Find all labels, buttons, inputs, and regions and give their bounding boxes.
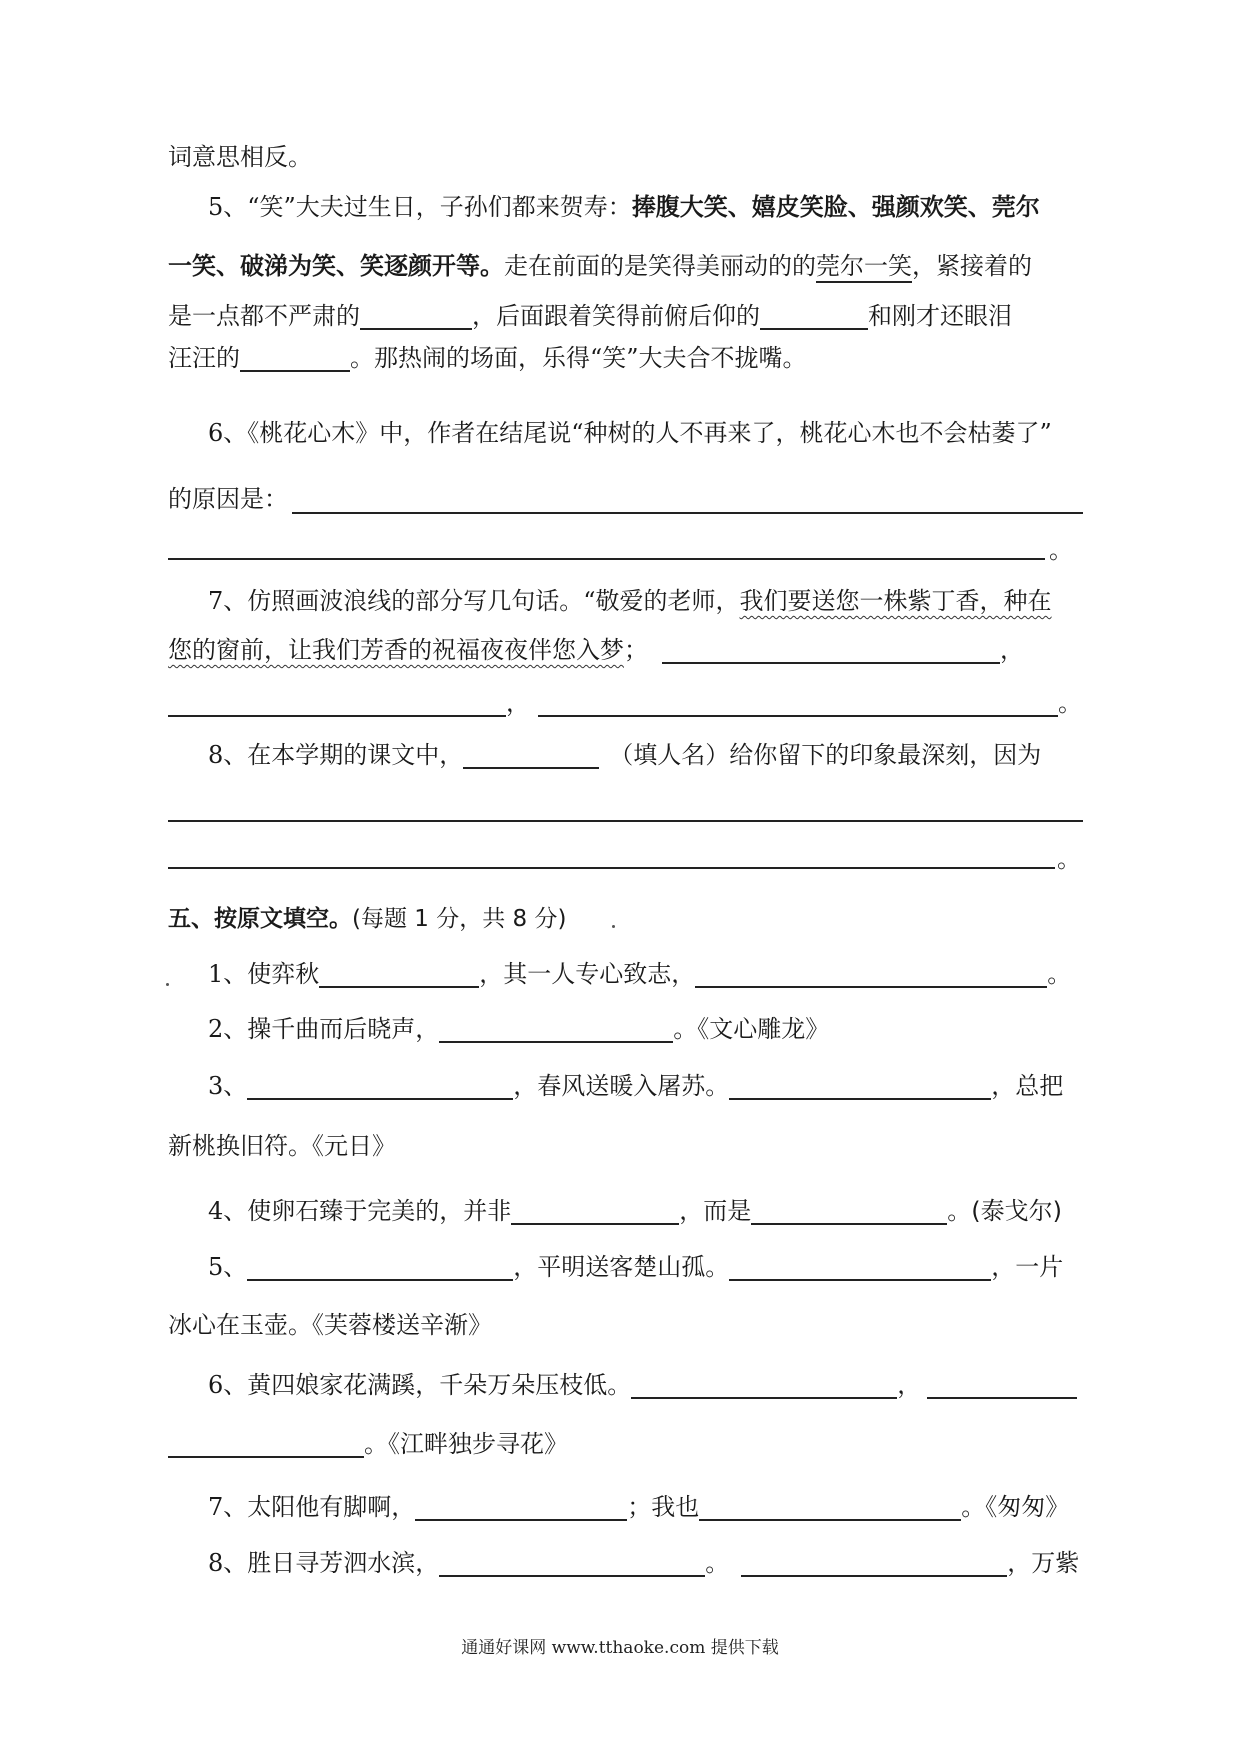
scan-speck <box>612 925 615 928</box>
s5-7-blank-2[interactable] <box>699 1493 961 1521</box>
s5-6-comma: ， <box>897 1371 922 1399</box>
q6-prompt: 6、《桃花心木》中，作者在结尾说“种树的人不再来了，桃花心木也不会枯萎了” <box>208 419 1052 447</box>
s5-item-3 <box>168 1070 1083 1102</box>
q7-wavy-1: 我们要送您一株紫丁香，种在 <box>739 587 1052 615</box>
q8-prompt: 8、在本学期的课文中， <box>208 741 464 769</box>
q7-comma-2: ， <box>506 689 530 717</box>
s5-4-source: (泰戈尔) <box>971 1197 1063 1225</box>
section5-title: 五、按原文填空。 <box>168 906 352 932</box>
s5-item-6-cont <box>168 1428 1083 1460</box>
s5-4-text-b: ，而是 <box>679 1197 752 1225</box>
q8-blank-name[interactable] <box>463 741 599 769</box>
s5-1-blank-1[interactable] <box>319 960 479 988</box>
q6-line-1 <box>168 417 1083 449</box>
footer-text: 通通好课网 www.tthaoke.com 提供下载 <box>461 1638 779 1658</box>
s5-4-blank-1[interactable] <box>511 1197 679 1225</box>
q5-blank-3[interactable] <box>240 344 350 372</box>
s5-8-text: 8、胜日寻芳泗水滨， <box>208 1549 440 1577</box>
s5-8-text-b: ，万紫 <box>1007 1549 1080 1577</box>
s5-item-7 <box>168 1491 1083 1523</box>
s5-1-blank-2[interactable] <box>695 960 1047 988</box>
q5-text-2b: ，紧接着的 <box>912 252 1032 280</box>
s5-item-4 <box>168 1195 1083 1227</box>
s5-3-blank-2[interactable] <box>729 1072 991 1100</box>
q5-example-answer: 莞尔一笑 <box>816 252 912 283</box>
q5-line-3 <box>168 300 1083 332</box>
s5-1-end: 。 <box>1047 960 1072 988</box>
q6-end-mark: 。 <box>1049 536 1073 564</box>
s5-item-3-cont <box>168 1130 1083 1162</box>
q7-line-3 <box>168 687 1083 719</box>
q5-idioms-2: 一笑、破涕为笑、笑逐颜开等。 <box>168 252 504 280</box>
s5-5-blank-2[interactable] <box>729 1253 991 1281</box>
s5-7-source: 《匆匆》 <box>985 1493 1070 1521</box>
s5-item-1 <box>168 958 1083 990</box>
s5-item-5 <box>168 1251 1083 1283</box>
q7-wavy-2: 您的窗前，让我们芳香的祝福夜夜伴您入梦 <box>168 636 624 664</box>
q5-line-4 <box>168 342 1083 374</box>
s5-1-text-b: ，其一人专心致志， <box>479 960 696 988</box>
s5-6-blank-3[interactable] <box>168 1430 364 1458</box>
s5-8-period: 。 <box>705 1549 730 1577</box>
s5-item-5-cont <box>168 1309 1083 1341</box>
s5-3-num: 3、 <box>208 1072 248 1100</box>
q5-text-2: 走在前面的是笑得美丽动的的 <box>504 252 816 280</box>
s5-2-text: 2、操千曲而后晓声， <box>208 1015 440 1043</box>
q7-semicolon: ； <box>624 636 648 664</box>
s5-item-6 <box>168 1369 1083 1401</box>
q7-comma-1: ， <box>1000 636 1024 664</box>
q7-line-1 <box>168 585 1083 617</box>
q7-blank-2[interactable] <box>168 689 506 717</box>
page-footer <box>0 1633 1240 1658</box>
q8-line-1 <box>168 739 1083 771</box>
s5-6-blank-1[interactable] <box>631 1371 897 1399</box>
s5-2-end: 。 <box>673 1015 698 1043</box>
q6-line-2 <box>168 483 1083 515</box>
q8-hint: （填人名） <box>609 741 730 769</box>
s5-item-8 <box>168 1547 1083 1579</box>
s5-5-text-c: 冰心在玉壶。 <box>168 1311 312 1339</box>
s5-4-text: 4、使卵石臻于完美的，并非 <box>208 1197 512 1225</box>
q7-prompt: 7、仿照画波浪线的部分写几句话。“敬爱的老师， <box>208 587 740 615</box>
s5-5-source: 《芙蓉楼送辛渐》 <box>312 1311 492 1339</box>
s5-item-2 <box>168 1013 1083 1045</box>
q7-blank-3[interactable] <box>538 689 1058 717</box>
q5-text-4a: 汪汪的 <box>168 344 240 372</box>
s5-3-text-b: ，总把 <box>991 1072 1064 1100</box>
s5-3-source: 《元日》 <box>312 1132 396 1160</box>
s5-5-num: 5、 <box>208 1253 248 1281</box>
q8-end <box>1057 843 1087 875</box>
q5-text-3a: 是一点都不严肃的 <box>168 302 360 330</box>
q6-label: 的原因是： <box>168 485 288 513</box>
q7-blank-1[interactable] <box>662 636 1000 664</box>
q6-answer-line-1[interactable] <box>292 512 1083 514</box>
q5-line-2 <box>168 250 1083 282</box>
q7-line-2 <box>168 634 1083 666</box>
s5-2-blank[interactable] <box>439 1015 673 1043</box>
s5-2-source: 《文心雕龙》 <box>697 1015 830 1043</box>
s5-7-text-b: ；我也 <box>627 1493 700 1521</box>
s5-6-source: 《江畔独步寻花》 <box>388 1430 568 1458</box>
s5-1-text: 1、使弈秋 <box>208 960 320 988</box>
q4-cont-text: 词意思相反。 <box>168 143 312 171</box>
q6-answer-line-2[interactable] <box>168 558 1045 560</box>
s5-7-text: 7、太阳他有脚啊， <box>208 1493 416 1521</box>
s5-6-blank-2[interactable] <box>927 1371 1077 1399</box>
q5-text-3b: ，后面跟着笑得前俯后仰的 <box>472 302 760 330</box>
s5-8-blank-1[interactable] <box>439 1549 705 1577</box>
q8-text: 给你留下的印象最深刻，因为 <box>729 741 1042 769</box>
q5-text-4b: 。那热闹的场面，乐得“笑”大夫合不拢嘴。 <box>350 344 807 372</box>
s5-3-blank-1[interactable] <box>247 1072 513 1100</box>
s5-3-text: ，春风送暖入屠苏。 <box>513 1072 730 1100</box>
s5-6-text: 6、黄四娘家花满蹊，千朵万朵压枝低。 <box>208 1371 632 1399</box>
s5-4-blank-2[interactable] <box>751 1197 947 1225</box>
s5-5-text: ，平明送客楚山孤。 <box>513 1253 730 1281</box>
s5-6-end: 。 <box>364 1430 388 1458</box>
q5-blank-1[interactable] <box>360 302 472 330</box>
section5-note: (每题 1 分，共 8 分) <box>352 906 567 932</box>
q8-answer-line-2[interactable] <box>168 867 1055 869</box>
q8-end-mark: 。 <box>1057 845 1081 873</box>
q8-answer-line-1[interactable] <box>168 820 1083 822</box>
s5-8-blank-2[interactable] <box>741 1549 1007 1577</box>
q6-end <box>1049 534 1079 566</box>
s5-7-blank-1[interactable] <box>415 1493 627 1521</box>
q5-line-1 <box>168 191 1083 223</box>
q5-blank-2[interactable] <box>760 302 868 330</box>
s5-5-blank-1[interactable] <box>247 1253 513 1281</box>
q5-idioms-1: 捧腹大笑、嬉皮笑脸、强颜欢笑、莞尔 <box>631 193 1040 221</box>
q4-continuation <box>168 141 1083 173</box>
s5-3-text-c: 新桃换旧符。 <box>168 1132 312 1160</box>
s5-7-end: 。 <box>961 1493 986 1521</box>
q5-prompt: 5、“笑”大夫过生日，子孙们都来贺寿： <box>208 193 632 221</box>
s5-5-text-b: ，一片 <box>991 1253 1064 1281</box>
q7-end: 。 <box>1058 689 1082 717</box>
s5-4-end: 。 <box>947 1197 972 1225</box>
section5-heading <box>168 903 1083 935</box>
q5-text-3c: 和刚才还眼泪 <box>868 302 1012 330</box>
